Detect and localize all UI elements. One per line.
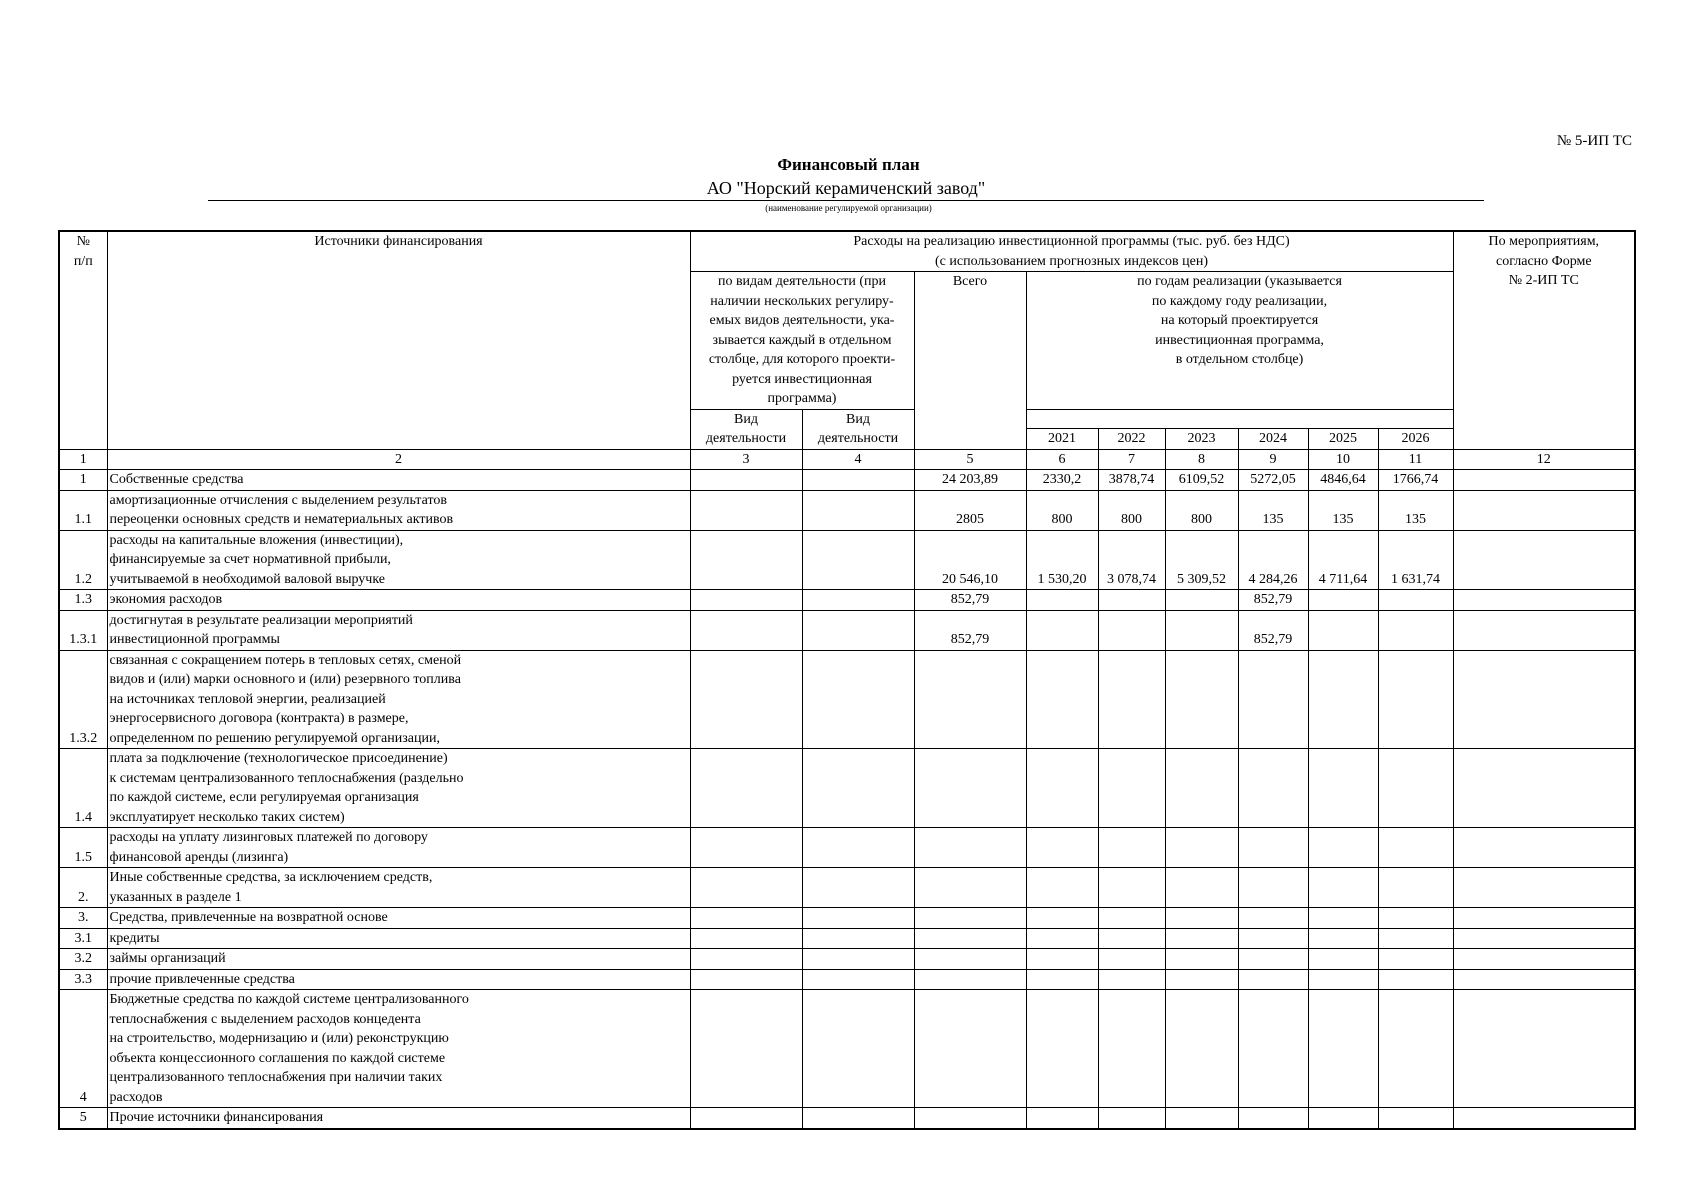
row-total: 24 203,89 xyxy=(914,470,1026,491)
row-y2023 xyxy=(1165,610,1238,650)
row-source-name: Иные собственные средства, за исключением средств, указанных в разделе 1 xyxy=(107,868,690,908)
row-by-measures xyxy=(1453,610,1635,650)
row-y2022 xyxy=(1098,908,1165,929)
row-y2023 xyxy=(1165,990,1238,1108)
row-total xyxy=(914,650,1026,749)
row-activity-2 xyxy=(802,969,914,990)
row-total: 852,79 xyxy=(914,610,1026,650)
column-number: 12 xyxy=(1453,449,1635,470)
header-year-2021: 2021 xyxy=(1026,428,1098,449)
row-activity-1 xyxy=(690,949,802,970)
row-total: 852,79 xyxy=(914,590,1026,611)
row-y2021: 800 xyxy=(1026,490,1098,530)
row-y2026 xyxy=(1378,590,1453,611)
row-y2022 xyxy=(1098,650,1165,749)
row-by-measures xyxy=(1453,749,1635,828)
row-number: 1 xyxy=(59,470,107,491)
row-source-name: достигнутая в результате реализации мероприятий инвестиционной программы xyxy=(107,610,690,650)
table-row xyxy=(59,610,1635,650)
row-y2025 xyxy=(1308,928,1378,949)
row-number: 1.2 xyxy=(59,530,107,590)
row-activity-1 xyxy=(690,610,802,650)
row-total xyxy=(914,949,1026,970)
row-y2025: 4846,64 xyxy=(1308,470,1378,491)
row-activity-2 xyxy=(802,470,914,491)
row-y2021 xyxy=(1026,650,1098,749)
row-y2023 xyxy=(1165,650,1238,749)
page-title: Финансовый план xyxy=(777,155,920,174)
row-y2022 xyxy=(1098,749,1165,828)
row-y2026 xyxy=(1378,828,1453,868)
row-by-measures xyxy=(1453,490,1635,530)
row-number: 3.2 xyxy=(59,949,107,970)
table-row xyxy=(59,490,1635,530)
header-year-2024: 2024 xyxy=(1238,428,1308,449)
row-y2024: 5272,05 xyxy=(1238,470,1308,491)
row-y2025 xyxy=(1308,990,1378,1108)
row-activity-2 xyxy=(802,949,914,970)
row-source-name: кредиты xyxy=(107,928,690,949)
row-y2021 xyxy=(1026,969,1098,990)
row-total xyxy=(914,868,1026,908)
row-total xyxy=(914,828,1026,868)
row-number: 5 xyxy=(59,1108,107,1129)
row-y2025 xyxy=(1308,828,1378,868)
header-expenses: Расходы на реализацию инвестиционной программы (тыс. руб. без НДС) (с использованием прогнозных индексов цен) xyxy=(690,231,1453,272)
row-y2024 xyxy=(1238,969,1308,990)
column-number: 8 xyxy=(1165,449,1238,470)
row-y2025 xyxy=(1308,969,1378,990)
row-source-name: связанная с сокращением потерь в тепловых сетях, сменой видов и (или) марки основного и (или) резервного топлива на источниках тепловой энергии, реализацией энергосервисного договора (контракта) в размере, определенном по решению регулируемой организации, xyxy=(107,650,690,749)
row-y2021 xyxy=(1026,590,1098,611)
row-total: 2805 xyxy=(914,490,1026,530)
row-activity-1 xyxy=(690,470,802,491)
row-y2026: 1766,74 xyxy=(1378,470,1453,491)
row-y2021 xyxy=(1026,868,1098,908)
row-number: 4 xyxy=(59,990,107,1108)
row-y2023 xyxy=(1165,928,1238,949)
form-number: № 5-ИП ТС xyxy=(1556,133,1632,149)
row-y2025: 4 711,64 xyxy=(1308,530,1378,590)
row-y2021: 1 530,20 xyxy=(1026,530,1098,590)
row-activity-2 xyxy=(802,908,914,929)
row-by-measures xyxy=(1453,530,1635,590)
column-number: 6 xyxy=(1026,449,1098,470)
row-y2022 xyxy=(1098,610,1165,650)
row-activity-2 xyxy=(802,749,914,828)
row-activity-2 xyxy=(802,868,914,908)
table-row xyxy=(59,990,1635,1108)
row-number: 1.1 xyxy=(59,490,107,530)
row-y2024 xyxy=(1238,650,1308,749)
row-y2021 xyxy=(1026,749,1098,828)
row-activity-2 xyxy=(802,1108,914,1129)
header-by-years: по годам реализации (указывается по каждому году реализации, на который проектируется инвестиционная программа, в отдельном столбце) xyxy=(1026,272,1453,410)
column-number: 10 xyxy=(1308,449,1378,470)
row-y2023 xyxy=(1165,828,1238,868)
row-source-name: плата за подключение (технологическое присоединение) к системам централизованного теплоснабжения (раздельно по каждой системе, если регулируемая организация эксплуатирует несколько таких систем) xyxy=(107,749,690,828)
financial-plan-table xyxy=(58,230,1636,1130)
header-by-measures: По мероприятиям, согласно Форме № 2-ИП ТС xyxy=(1453,231,1635,449)
row-y2021 xyxy=(1026,1108,1098,1129)
row-y2023 xyxy=(1165,1108,1238,1129)
row-source-name: Собственные средства xyxy=(107,470,690,491)
row-y2022 xyxy=(1098,1108,1165,1129)
row-y2025 xyxy=(1308,868,1378,908)
header-year-2025: 2025 xyxy=(1308,428,1378,449)
row-source-name: амортизационные отчисления с выделением результатов переоценки основных средств и нематериальных активов xyxy=(107,490,690,530)
row-source-name: Бюджетные средства по каждой системе централизованного теплоснабжения с выделением расходов концедента на строительство, модернизацию и (или) реконструкцию объекта концессионного соглашения по каждой системе централизованного теплоснабжения при наличии таких расходов xyxy=(107,990,690,1108)
row-y2022 xyxy=(1098,868,1165,908)
row-y2024: 4 284,26 xyxy=(1238,530,1308,590)
table-row xyxy=(59,868,1635,908)
table-row xyxy=(59,1108,1635,1129)
row-total xyxy=(914,749,1026,828)
header-activity-1: Вид деятельности xyxy=(690,409,802,449)
column-number: 4 xyxy=(802,449,914,470)
row-y2025 xyxy=(1308,749,1378,828)
row-y2023: 800 xyxy=(1165,490,1238,530)
row-by-measures xyxy=(1453,969,1635,990)
row-source-name: Средства, привлеченные на возвратной основе xyxy=(107,908,690,929)
column-number: 9 xyxy=(1238,449,1308,470)
row-y2024 xyxy=(1238,868,1308,908)
row-number: 3. xyxy=(59,908,107,929)
row-activity-1 xyxy=(690,828,802,868)
row-y2025: 135 xyxy=(1308,490,1378,530)
row-y2021 xyxy=(1026,828,1098,868)
row-y2023 xyxy=(1165,969,1238,990)
row-y2026 xyxy=(1378,749,1453,828)
row-y2026 xyxy=(1378,990,1453,1108)
column-number: 1 xyxy=(59,449,107,470)
row-activity-2 xyxy=(802,650,914,749)
row-y2021 xyxy=(1026,908,1098,929)
row-activity-1 xyxy=(690,490,802,530)
row-y2026 xyxy=(1378,928,1453,949)
header-years-spacer xyxy=(1026,409,1453,428)
row-y2022 xyxy=(1098,828,1165,868)
row-number: 1.3 xyxy=(59,590,107,611)
row-number: 2. xyxy=(59,868,107,908)
header-year-2022: 2022 xyxy=(1098,428,1165,449)
row-number: 1.5 xyxy=(59,828,107,868)
row-by-measures xyxy=(1453,470,1635,491)
organization-name: АО "Норский керамиченский завод" xyxy=(208,178,1484,201)
row-by-measures xyxy=(1453,1108,1635,1129)
table-row xyxy=(59,590,1635,611)
row-y2022 xyxy=(1098,949,1165,970)
row-y2026 xyxy=(1378,610,1453,650)
row-number: 3.3 xyxy=(59,969,107,990)
row-by-measures xyxy=(1453,908,1635,929)
row-activity-1 xyxy=(690,928,802,949)
row-y2024: 852,79 xyxy=(1238,590,1308,611)
row-source-name: Прочие источники финансирования xyxy=(107,1108,690,1129)
row-y2023 xyxy=(1165,590,1238,611)
row-source-name: прочие привлеченные средства xyxy=(107,969,690,990)
column-numbers-row xyxy=(59,449,1635,470)
row-activity-2 xyxy=(802,590,914,611)
table-row xyxy=(59,749,1635,828)
row-source-name: экономия расходов xyxy=(107,590,690,611)
column-number: 11 xyxy=(1378,449,1453,470)
row-y2026 xyxy=(1378,908,1453,929)
row-y2025 xyxy=(1308,1108,1378,1129)
table-row xyxy=(59,928,1635,949)
row-y2023 xyxy=(1165,949,1238,970)
row-y2024 xyxy=(1238,990,1308,1108)
row-total xyxy=(914,1108,1026,1129)
row-y2023 xyxy=(1165,868,1238,908)
row-y2025 xyxy=(1308,610,1378,650)
row-y2023 xyxy=(1165,908,1238,929)
row-y2022 xyxy=(1098,590,1165,611)
column-number: 5 xyxy=(914,449,1026,470)
row-y2026: 135 xyxy=(1378,490,1453,530)
row-y2021 xyxy=(1026,990,1098,1108)
row-activity-1 xyxy=(690,990,802,1108)
row-activity-1 xyxy=(690,1108,802,1129)
row-activity-1 xyxy=(690,868,802,908)
row-y2021 xyxy=(1026,610,1098,650)
row-y2023: 5 309,52 xyxy=(1165,530,1238,590)
header-year-2023: 2023 xyxy=(1165,428,1238,449)
row-total xyxy=(914,969,1026,990)
row-source-name: расходы на уплату лизинговых платежей по договору финансовой аренды (лизинга) xyxy=(107,828,690,868)
header-num: № п/п xyxy=(59,231,107,449)
header-year-2026: 2026 xyxy=(1378,428,1453,449)
row-y2022 xyxy=(1098,969,1165,990)
row-y2024 xyxy=(1238,928,1308,949)
row-y2022: 3 078,74 xyxy=(1098,530,1165,590)
header-sources: Источники финансирования xyxy=(107,231,690,449)
organization-caption: (наименование регулируемой организации) xyxy=(765,203,932,213)
row-by-measures xyxy=(1453,990,1635,1108)
row-y2024 xyxy=(1238,749,1308,828)
row-y2024: 852,79 xyxy=(1238,610,1308,650)
row-total: 20 546,10 xyxy=(914,530,1026,590)
row-activity-2 xyxy=(802,610,914,650)
row-activity-2 xyxy=(802,928,914,949)
column-number: 3 xyxy=(690,449,802,470)
table-row xyxy=(59,949,1635,970)
row-activity-2 xyxy=(802,530,914,590)
row-by-measures xyxy=(1453,828,1635,868)
row-y2023 xyxy=(1165,749,1238,828)
row-y2025 xyxy=(1308,949,1378,970)
row-y2021 xyxy=(1026,949,1098,970)
row-y2026: 1 631,74 xyxy=(1378,530,1453,590)
header-activity-2: Вид деятельности xyxy=(802,409,914,449)
row-activity-1 xyxy=(690,650,802,749)
row-y2024 xyxy=(1238,908,1308,929)
row-activity-1 xyxy=(690,590,802,611)
row-activity-2 xyxy=(802,990,914,1108)
row-y2026 xyxy=(1378,949,1453,970)
row-y2025 xyxy=(1308,650,1378,749)
row-y2026 xyxy=(1378,969,1453,990)
row-y2022: 800 xyxy=(1098,490,1165,530)
row-by-measures xyxy=(1453,928,1635,949)
row-y2025 xyxy=(1308,908,1378,929)
row-y2026 xyxy=(1378,1108,1453,1129)
row-y2021 xyxy=(1026,928,1098,949)
row-activity-1 xyxy=(690,908,802,929)
row-total xyxy=(914,908,1026,929)
table-row xyxy=(59,530,1635,590)
row-y2022 xyxy=(1098,928,1165,949)
row-by-measures xyxy=(1453,868,1635,908)
row-activity-1 xyxy=(690,969,802,990)
table-row xyxy=(59,908,1635,929)
row-y2024 xyxy=(1238,828,1308,868)
row-activity-2 xyxy=(802,490,914,530)
row-y2024 xyxy=(1238,1108,1308,1129)
row-by-measures xyxy=(1453,590,1635,611)
row-y2025 xyxy=(1308,590,1378,611)
row-number: 3.1 xyxy=(59,928,107,949)
header-by-activity: по видам деятельности (при наличии нескольких регулиру- емых видов деятельности, ука- зывается каждый в отдельном столбце, для которого проекти- руется инвестиционная программа) xyxy=(690,272,914,410)
table-row xyxy=(59,969,1635,990)
table-row xyxy=(59,828,1635,868)
row-y2021: 2330,2 xyxy=(1026,470,1098,491)
header-total: Всего xyxy=(914,272,1026,450)
row-activity-1 xyxy=(690,749,802,828)
row-number: 1.3.1 xyxy=(59,610,107,650)
row-y2023: 6109,52 xyxy=(1165,470,1238,491)
row-by-measures xyxy=(1453,650,1635,749)
column-number: 2 xyxy=(107,449,690,470)
row-activity-2 xyxy=(802,828,914,868)
table-row xyxy=(59,650,1635,749)
row-total xyxy=(914,990,1026,1108)
row-total xyxy=(914,928,1026,949)
row-source-name: займы организаций xyxy=(107,949,690,970)
row-by-measures xyxy=(1453,949,1635,970)
row-y2024: 135 xyxy=(1238,490,1308,530)
table-row xyxy=(59,470,1635,491)
row-y2026 xyxy=(1378,868,1453,908)
row-y2024 xyxy=(1238,949,1308,970)
row-activity-1 xyxy=(690,530,802,590)
row-y2022: 3878,74 xyxy=(1098,470,1165,491)
row-number: 1.4 xyxy=(59,749,107,828)
column-number: 7 xyxy=(1098,449,1165,470)
row-number: 1.3.2 xyxy=(59,650,107,749)
row-y2026 xyxy=(1378,650,1453,749)
table-body xyxy=(59,470,1635,1129)
row-source-name: расходы на капитальные вложения (инвестиции), финансируемые за счет нормативной прибыли, учитываемой в необходимой валовой выручке xyxy=(107,530,690,590)
row-y2022 xyxy=(1098,990,1165,1108)
